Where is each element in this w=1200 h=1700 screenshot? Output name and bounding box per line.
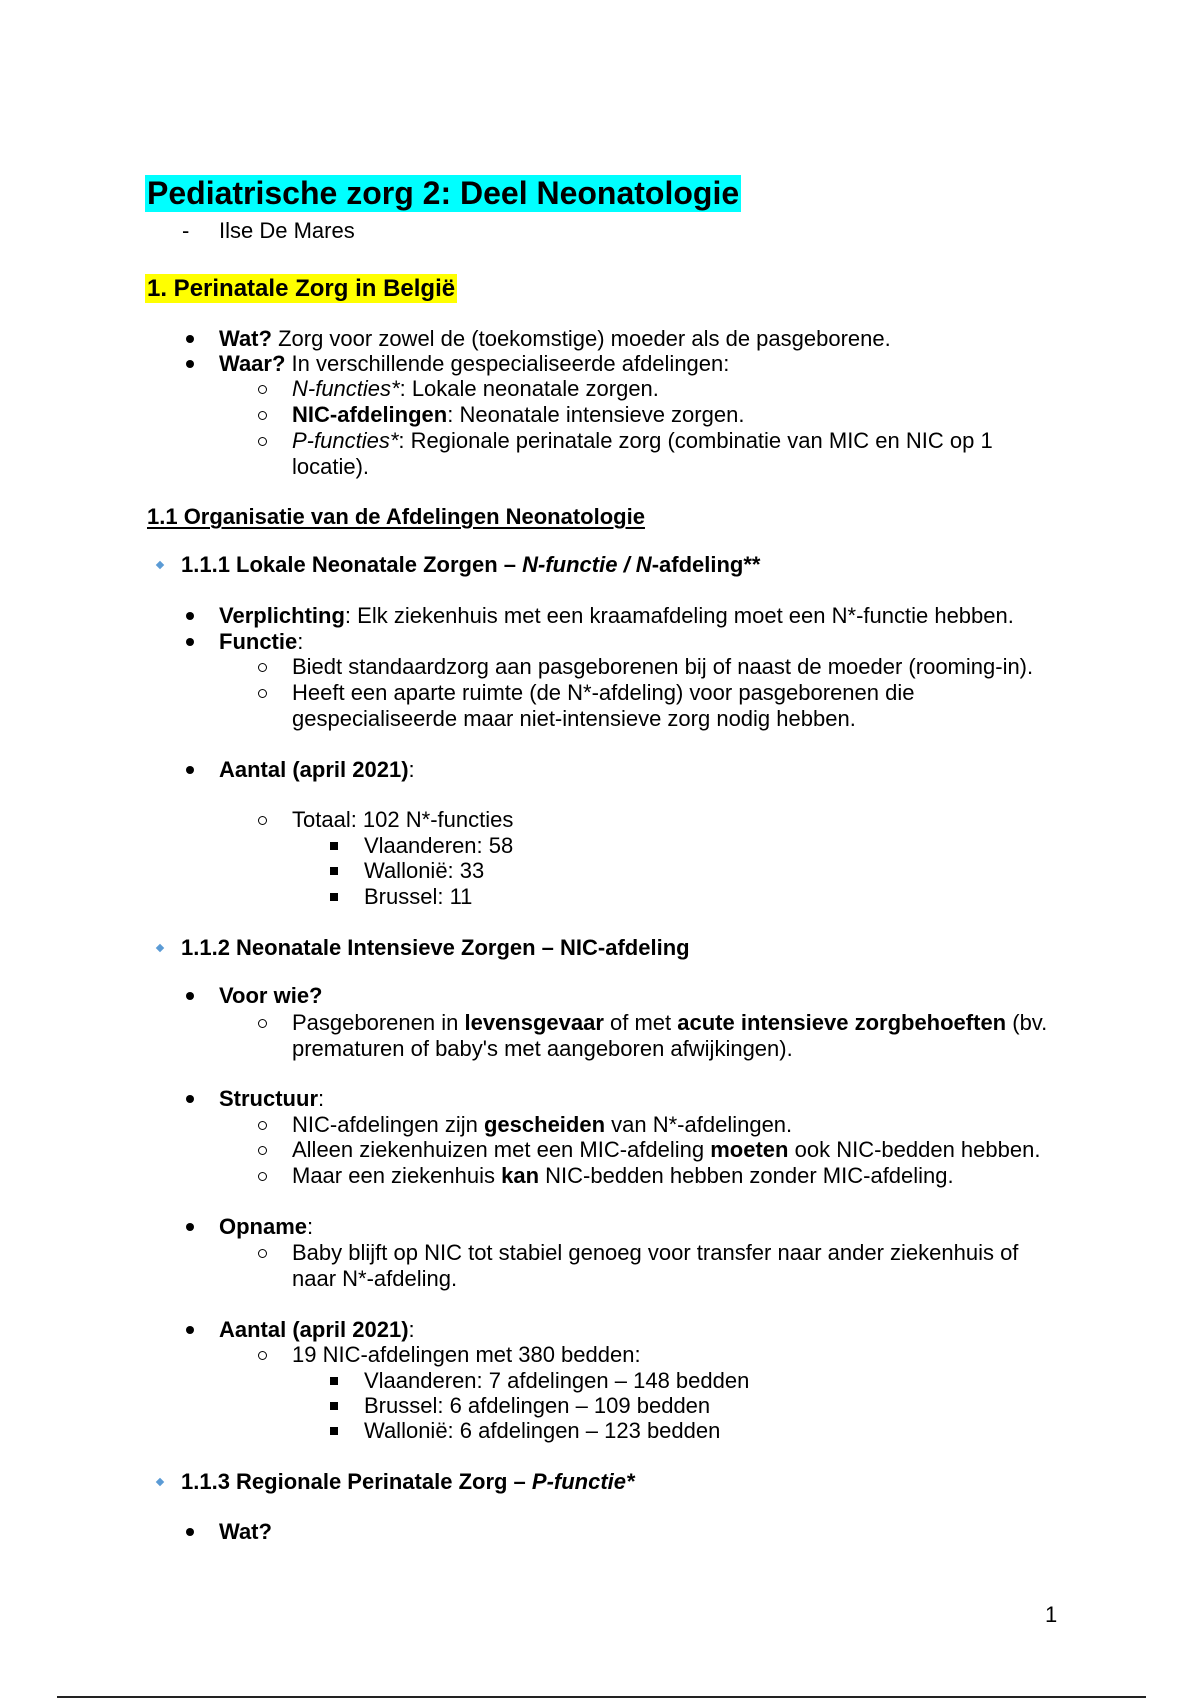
bullet-square-icon bbox=[330, 1427, 338, 1435]
list-item bbox=[292, 1240, 1018, 1291]
item-label: Functie bbox=[219, 629, 298, 654]
list-item-aantal bbox=[219, 757, 415, 783]
list-item-p-functies bbox=[292, 428, 993, 479]
author-dash: - bbox=[182, 218, 190, 243]
item-text-continued: locatie). bbox=[292, 453, 370, 479]
bullet-disc-icon bbox=[186, 1528, 194, 1536]
item-label: Verplichting bbox=[219, 603, 345, 628]
bullet-circle-icon bbox=[258, 437, 267, 446]
heading-text: 1.1.1 Lokale Neonatale Zorgen – bbox=[181, 552, 523, 577]
list-item-region bbox=[364, 833, 513, 859]
bullet-disc-icon bbox=[186, 1095, 194, 1103]
item-text: Vlaanderen: 7 afdelingen – 148 bedden bbox=[364, 1368, 750, 1393]
item-text: van N*-afdelingen. bbox=[605, 1112, 793, 1137]
bullet-square-icon bbox=[330, 893, 338, 901]
diamond-bullet-icon bbox=[156, 1478, 164, 1486]
bullet-square-icon bbox=[330, 867, 338, 875]
list-item-functie bbox=[219, 629, 303, 655]
item-label: NIC-afdelingen bbox=[292, 402, 448, 427]
bullet-disc-icon bbox=[186, 360, 194, 368]
heading-italic: P-functie* bbox=[531, 1469, 635, 1494]
item-label: Aantal (april 2021) bbox=[219, 1317, 409, 1342]
bullet-disc-icon bbox=[186, 992, 194, 1000]
item-text: Pasgeborenen in bbox=[292, 1010, 465, 1035]
item-text: Baby blijft op NIC tot stabiel genoeg voor transfer naar ander ziekenhuis of bbox=[292, 1240, 1019, 1265]
diamond-bullet-icon bbox=[156, 561, 164, 569]
bullet-disc-icon bbox=[186, 612, 194, 620]
list-item-verplichting bbox=[219, 603, 1014, 629]
list-item-region bbox=[364, 1393, 710, 1419]
bullet-circle-icon bbox=[258, 1121, 267, 1130]
list-item-region bbox=[364, 858, 484, 884]
item-text: In verschillende gespecialiseerde afdelingen: bbox=[285, 351, 730, 376]
bullet-square-icon bbox=[330, 1377, 338, 1385]
item-text: of met bbox=[603, 1010, 678, 1035]
list-item bbox=[292, 680, 915, 731]
heading-italic: N-functie / N bbox=[522, 552, 652, 577]
item-text: ook NIC-bedden hebben. bbox=[788, 1137, 1041, 1162]
heading-text: 1.1.3 Regionale Perinatale Zorg – bbox=[181, 1469, 532, 1494]
item-text-continued: prematuren of baby's met aangeboren afwijkingen). bbox=[292, 1035, 793, 1061]
list-item-voor-wie bbox=[219, 983, 323, 1009]
list-item-totaal bbox=[292, 807, 513, 833]
item-text: Vlaanderen: 58 bbox=[364, 833, 514, 858]
bullet-disc-icon bbox=[186, 1326, 194, 1334]
subsubsection-heading-intensieve bbox=[181, 935, 690, 961]
list-item bbox=[292, 1010, 1047, 1061]
item-text: : Regionale perinatale zorg (combinatie van MIC en NIC op 1 bbox=[398, 428, 993, 453]
item-label: N-functies* bbox=[292, 376, 400, 401]
list-item-wat bbox=[219, 1519, 272, 1545]
item-emphasis: levensgevaar bbox=[464, 1010, 604, 1035]
item-text: NIC-bedden hebben zonder MIC-afdeling. bbox=[539, 1163, 954, 1188]
list-item bbox=[292, 1137, 1040, 1163]
item-text-continued: gespecialiseerde maar niet-intensieve zorg nodig hebben. bbox=[292, 705, 856, 731]
item-text: Zorg voor zowel de (toekomstige) moeder als de pasgeborene. bbox=[271, 326, 891, 351]
document-title: Pediatrische zorg 2: Deel Neonatologie bbox=[147, 175, 740, 211]
list-item bbox=[292, 1163, 954, 1189]
item-emphasis: gescheiden bbox=[483, 1112, 606, 1137]
list-item-nic-afdelingen bbox=[292, 402, 744, 428]
bullet-circle-icon bbox=[258, 1172, 267, 1181]
list-item-n-functies bbox=[292, 376, 659, 402]
item-text: : bbox=[408, 1317, 415, 1342]
item-text: Totaal: 102 N*-functies bbox=[292, 807, 514, 832]
bullet-circle-icon bbox=[258, 1019, 267, 1028]
diamond-bullet-icon bbox=[156, 944, 164, 952]
subsubsection-heading-lokale bbox=[181, 552, 760, 578]
item-text: Brussel: 11 bbox=[364, 884, 473, 909]
item-emphasis: moeten bbox=[710, 1137, 789, 1162]
list-item-totaal bbox=[292, 1342, 641, 1368]
item-text: : bbox=[297, 629, 304, 654]
subsection-heading: 1.1 Organisatie van de Afdelingen Neonatologie bbox=[147, 504, 645, 529]
item-label: Wat? bbox=[219, 326, 272, 351]
bullet-circle-icon bbox=[258, 385, 267, 394]
list-item-opname bbox=[219, 1214, 313, 1240]
item-text: Maar een ziekenhuis bbox=[292, 1163, 502, 1188]
item-label: Waar? bbox=[219, 351, 286, 376]
item-text: : Elk ziekenhuis met een kraamafdeling moet een N*-functie hebben. bbox=[344, 603, 1014, 628]
list-item-waar bbox=[219, 351, 729, 377]
author-name: Ilse De Mares bbox=[219, 218, 355, 243]
bullet-square-icon bbox=[330, 842, 338, 850]
item-label: Aantal (april 2021) bbox=[219, 757, 409, 782]
list-item-region bbox=[364, 884, 472, 910]
item-emphasis: kan bbox=[501, 1163, 540, 1188]
list-item-region bbox=[364, 1418, 720, 1444]
item-text: Biedt standaardzorg aan pasgeborenen bij of naast de moeder (rooming-in). bbox=[292, 654, 1034, 679]
subsubsection-heading-regionale bbox=[181, 1469, 635, 1495]
item-text: NIC-afdelingen zijn bbox=[292, 1112, 484, 1137]
list-item bbox=[292, 654, 1033, 680]
bullet-circle-icon bbox=[258, 1146, 267, 1155]
bullet-disc-icon bbox=[186, 638, 194, 646]
list-item-aantal bbox=[219, 1317, 415, 1343]
item-text: : bbox=[318, 1086, 325, 1111]
page-bottom-rule bbox=[57, 1696, 1146, 1698]
section-heading: 1. Perinatale Zorg in België bbox=[147, 275, 456, 302]
bullet-disc-icon bbox=[186, 335, 194, 343]
list-item-structuur bbox=[219, 1086, 324, 1112]
item-emphasis: acute intensieve zorgbehoeften bbox=[677, 1010, 1007, 1035]
item-text: : bbox=[408, 757, 415, 782]
item-text: : Lokale neonatale zorgen. bbox=[399, 376, 659, 401]
item-text-continued: naar N*-afdeling. bbox=[292, 1265, 458, 1291]
item-text: 19 NIC-afdelingen met 380 bedden: bbox=[292, 1342, 641, 1367]
bullet-circle-icon bbox=[258, 816, 267, 825]
heading-text-after: -afdeling** bbox=[651, 552, 761, 577]
item-text: Wallonië: 6 afdelingen – 123 bedden bbox=[364, 1418, 721, 1443]
bullet-disc-icon bbox=[186, 1223, 194, 1231]
heading-text: 1.1.2 Neonatale Intensieve Zorgen – NIC-afdeling bbox=[181, 935, 690, 960]
list-item bbox=[292, 1112, 792, 1138]
list-item-region bbox=[364, 1368, 749, 1394]
bullet-circle-icon bbox=[258, 689, 267, 698]
item-label: Opname bbox=[219, 1214, 308, 1239]
item-text: Alleen ziekenhuizen met een MIC-afdeling bbox=[292, 1137, 711, 1162]
item-label: Voor wie? bbox=[219, 983, 323, 1008]
list-item-wat bbox=[219, 326, 891, 352]
page-number: 1 bbox=[1045, 1602, 1058, 1627]
item-text: : Neonatale intensieve zorgen. bbox=[447, 402, 745, 427]
item-text: Brussel: 6 afdelingen – 109 bedden bbox=[364, 1393, 711, 1418]
bullet-disc-icon bbox=[186, 766, 194, 774]
bullet-circle-icon bbox=[258, 663, 267, 672]
item-text: Wallonië: 33 bbox=[364, 858, 485, 883]
bullet-circle-icon bbox=[258, 411, 267, 420]
item-text: Heeft een aparte ruimte (de N*-afdeling) voor pasgeborenen die bbox=[292, 680, 915, 705]
item-text: : bbox=[307, 1214, 314, 1239]
item-text: (bv. bbox=[1006, 1010, 1048, 1035]
item-label: Wat? bbox=[219, 1519, 272, 1544]
bullet-circle-icon bbox=[258, 1351, 267, 1360]
item-label: P-functies* bbox=[292, 428, 399, 453]
item-label: Structuur bbox=[219, 1086, 318, 1111]
bullet-square-icon bbox=[330, 1402, 338, 1410]
bullet-circle-icon bbox=[258, 1249, 267, 1258]
